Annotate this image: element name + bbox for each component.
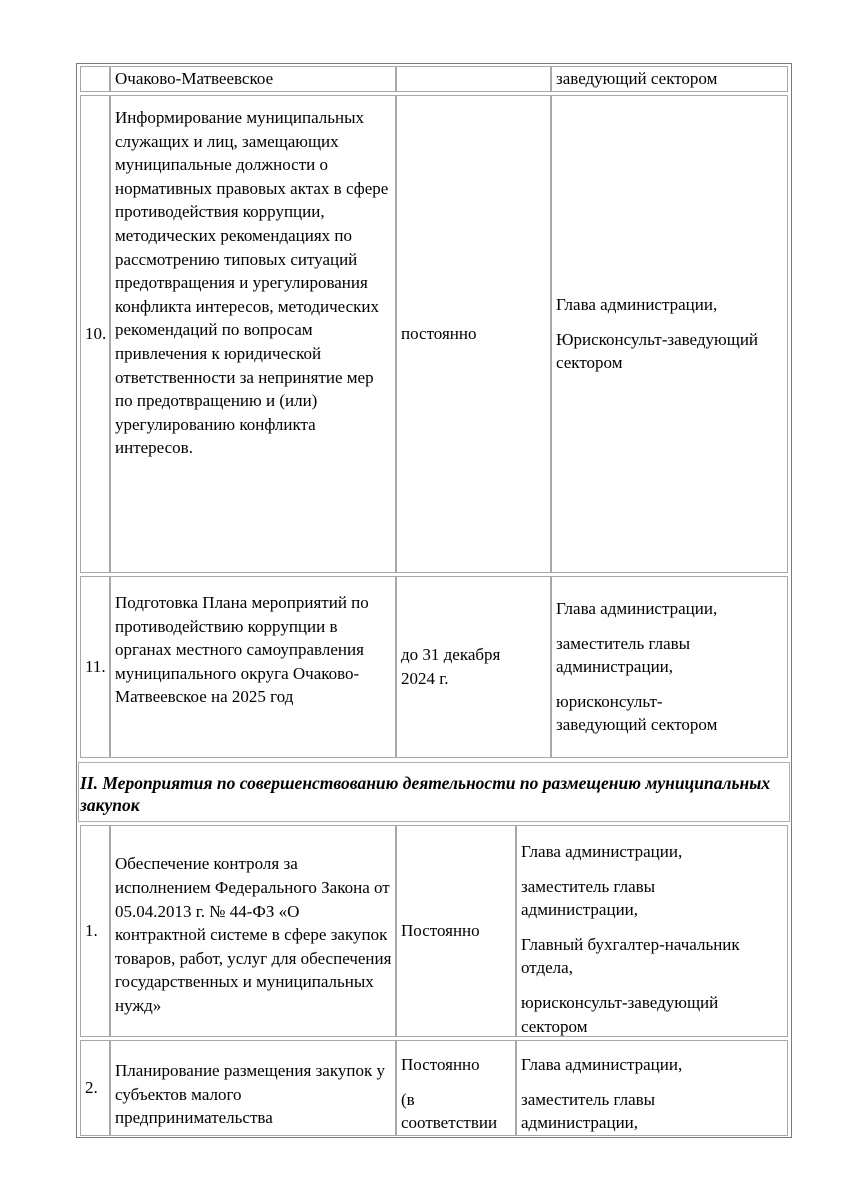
row-number-cell: 11. bbox=[80, 576, 110, 758]
task-cell: Информирование муниципальных служащих и лиц, замещающих муниципальные должности о нормативных правовых актах в сфере противодействия коррупции, методических рекомендациях по рассмотрению типовых ситуаций предотвращения и урегулирования конфликта интересов, методических рекомендаций по вопросам привлечения к юридической ответственности за непринятие мер по предотвращению и (или) урегулированию конфликта интересов. bbox=[110, 95, 396, 573]
responsible-cell: Глава администрации, заместитель главы администрации, bbox=[516, 1040, 788, 1136]
task-cell: Планирование размещения закупок у субъектов малого предпринимательства bbox=[110, 1040, 396, 1136]
responsible-cell: заведующий сектором bbox=[551, 66, 788, 92]
responsible-cell: Глава администрации, заместитель главы администрации, юрисконсульт-заведующий сектором bbox=[551, 576, 788, 758]
task-cell: Очаково-Матвеевское bbox=[110, 66, 396, 92]
row-number-cell: 1. bbox=[80, 825, 110, 1037]
task-cell: Подготовка Плана мероприятий по противодействию коррупции в органах местного самоуправления муниципального округа Очаково-Матвеевское на 2025 год bbox=[110, 576, 396, 758]
term-cell bbox=[396, 66, 551, 92]
responsible-cell: Глава администрации, Юрисконсульт-заведующий сектором bbox=[551, 95, 788, 573]
responsible-cell: Глава администрации, заместитель главы администрации, Главный бухгалтер-начальник отдела, юрисконсульт-заведующий сектором bbox=[516, 825, 788, 1037]
term-cell: постоянно bbox=[396, 95, 551, 573]
row-number-cell: 2. bbox=[80, 1040, 110, 1136]
section-heading-frame bbox=[78, 762, 790, 822]
row-number-cell bbox=[80, 66, 110, 92]
row-number-cell: 10. bbox=[80, 95, 110, 573]
term-cell: Постоянно bbox=[396, 825, 516, 1037]
section-heading: II. Мероприятия по совершенствованию деятельности по размещению муниципальных закупок bbox=[80, 773, 771, 815]
term-cell: Постоянно (в соответствии bbox=[396, 1040, 516, 1136]
term-cell: до 31 декабря 2024 г. bbox=[396, 576, 551, 758]
task-cell: Обеспечение контроля за исполнением Федерального Закона от 05.04.2013 г. № 44-ФЗ «О контрактной системе в сфере закупок товаров, работ, услуг для обеспечения государственных и муниципальных нужд» bbox=[110, 825, 396, 1037]
